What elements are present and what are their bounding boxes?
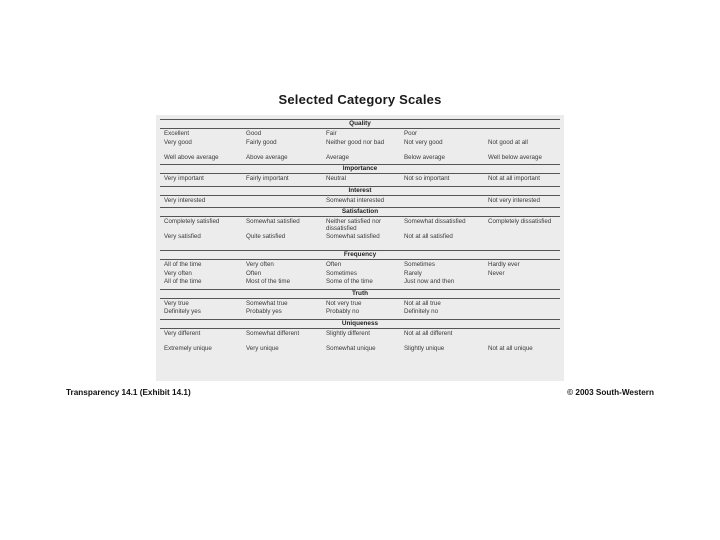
scale-cell: All of the time (164, 278, 202, 285)
scale-cell: Not at all unique (488, 344, 533, 352)
page-title: Selected Category Scales (278, 92, 442, 107)
scale-cell: Neither satisfied nor dissatisfied (326, 218, 382, 232)
scale-cell: Somewhat interested (326, 196, 385, 204)
section-rule (160, 328, 560, 329)
scale-cell: Very important (164, 175, 204, 182)
scale-cell: Often (326, 261, 342, 268)
section-rule (160, 173, 560, 174)
copyright-notice: © 2003 South-Western (567, 388, 654, 397)
scale-cell: Not very interested (488, 196, 540, 204)
scale-cell: Quite satisfied (246, 233, 286, 240)
scale-cell: Very true (164, 299, 189, 307)
section-heading: Satisfaction (341, 208, 379, 215)
scale-cell: Well above average (164, 153, 219, 161)
scale-cell: Not at all true (404, 299, 441, 307)
scale-cell: Somewhat dissatisfied (404, 218, 466, 225)
scale-cell: Very unique (246, 344, 279, 352)
scale-cell: Completely dissatisfied (488, 218, 552, 225)
section-heading: Uniqueness (341, 319, 379, 327)
scale-cell: Below average (404, 153, 445, 161)
scale-cell: Hardly ever (488, 261, 520, 268)
scale-cell: Very interested (164, 196, 206, 204)
scale-cell: Not very true (326, 299, 362, 307)
scale-cell: Not at all important (488, 175, 540, 182)
section-rule (160, 128, 560, 129)
scale-cell: Just now and then (404, 278, 455, 285)
scale-cell: Average (326, 153, 349, 161)
scale-cell: Not so important (404, 175, 450, 182)
scale-cell: Somewhat true (246, 299, 288, 307)
scale-cell: Not at all different (404, 329, 453, 337)
category-scales-table (156, 115, 564, 381)
scale-cell: Well below average (488, 153, 542, 161)
scale-cell: Neither good nor bad (326, 138, 385, 146)
section-heading: Truth (352, 289, 368, 297)
scale-cell: Neutral (326, 175, 346, 182)
scale-cell: All of the time (164, 261, 202, 268)
section-heading: Frequency (343, 251, 377, 258)
scale-cell: Very different (164, 329, 201, 337)
section-rule (160, 195, 560, 196)
scale-cell: Definitely no (404, 308, 439, 315)
scale-cell: Somewhat satisfied (326, 233, 380, 240)
scale-cell: Definitely yes (164, 308, 201, 315)
scale-cell: Sometimes (326, 269, 357, 277)
scale-cell: Very satisfied (164, 233, 201, 240)
scale-cell: Rarely (404, 269, 422, 277)
scale-cell: Not very good (404, 138, 443, 146)
scale-cell: Above average (246, 153, 288, 161)
scale-cell: Very good (164, 138, 192, 146)
scale-cell: Most of the time (246, 278, 291, 285)
scale-cell: Often (246, 269, 262, 277)
scale-cell: Slightly unique (404, 344, 445, 352)
scale-cell: Some of the time (326, 278, 373, 285)
section-heading: Interest (348, 186, 372, 194)
scale-cell: Fairly important (246, 175, 289, 182)
scale-cell: Probably no (326, 308, 360, 315)
scale-cell: Sometimes (404, 261, 435, 268)
scale-cell: Completely satisfied (164, 218, 220, 225)
section-heading: Quality (349, 120, 371, 127)
scale-cell: Somewhat different (246, 329, 300, 337)
section-heading: Importance (342, 165, 378, 172)
scale-cell: Good (246, 130, 262, 137)
transparency-caption: Transparency 14.1 (Exhibit 14.1) (66, 388, 191, 397)
scale-cell: Very often (164, 269, 192, 277)
scale-cell: Fair (326, 130, 337, 137)
scale-cell: Somewhat satisfied (246, 218, 300, 225)
scale-cell: Fairly good (246, 138, 277, 146)
scale-cell: Excellent (164, 130, 190, 137)
section-rule (160, 216, 560, 217)
scale-cell: Slightly different (326, 329, 370, 337)
scale-cell: Not good at all (488, 138, 528, 146)
scale-cell: Probably yes (246, 308, 282, 315)
scale-cell: Poor (404, 130, 418, 137)
section-rule (160, 298, 560, 299)
scale-cell: Extremely unique (164, 344, 212, 352)
section-rule (160, 259, 560, 260)
scale-cell: Never (488, 269, 505, 277)
scale-cell: Somewhat unique (326, 344, 376, 352)
scale-cell: Very often (246, 261, 274, 268)
scale-cell: Not at all satisfied (404, 233, 453, 240)
